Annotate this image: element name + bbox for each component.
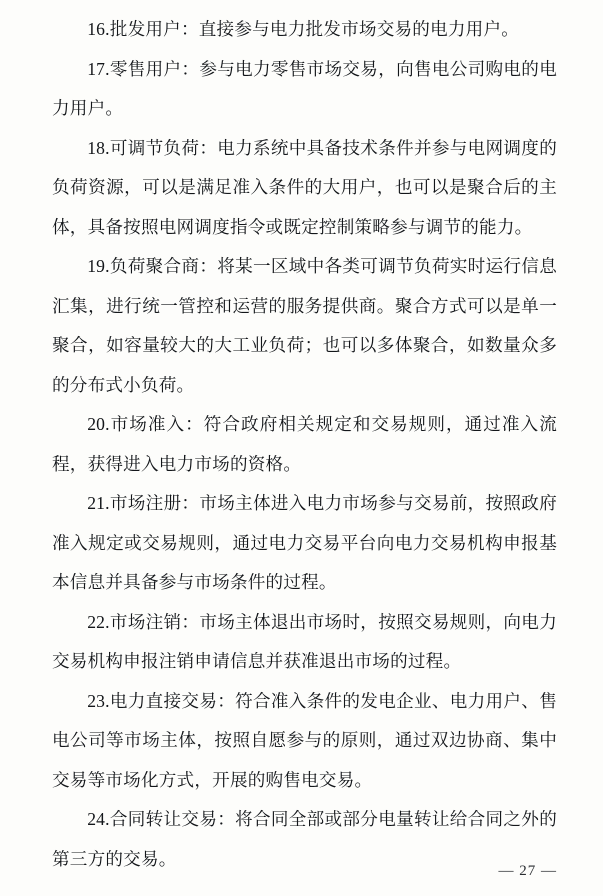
paragraph-21: 21.市场注册：市场主体进入电力市场参与交易前，按照政府准入规定或交易规则，通过电力交易平台向电力交易机构申报基本信息并具备参与市场条件的过程。 bbox=[52, 493, 557, 592]
paragraph-16: 16.批发用户：直接参与电力批发市场交易的电力用户。 bbox=[87, 19, 520, 39]
paragraph-20: 20.市场准入：符合政府相关规定和交易规则，通过准入流程，获得进入电力市场的资格。 bbox=[52, 414, 557, 474]
paragraph-19: 19.负荷聚合商：将某一区域中各类可调节负荷实时运行信息汇集，进行统一管控和运营的服务提供商。聚合方式可以是单一聚合，如容量较大的大工业负荷；也可以多体聚合，如数量众多的分布式小负荷。 bbox=[52, 256, 557, 395]
page-number: — 27 — bbox=[498, 863, 557, 879]
paragraph-23: 23.电力直接交易：符合准入条件的发电企业、电力用户、售电公司等市场主体，按照自愿参与的原则，通过双边协商、集中交易等市场化方式，开展的购售电交易。 bbox=[52, 690, 557, 790]
document-body bbox=[52, 10, 557, 879]
paragraph-18: 18.可调节负荷：电力系统中具备技术条件并参与电网调度的负荷资源，可以是满足准入条件的大用户，也可以是聚合后的主体，具备按照电网调度指令或既定控制策略参与调节的能力。 bbox=[52, 137, 557, 237]
paragraph-17: 17.零售用户：参与电力零售市场交易，向售电公司购电的电力用户。 bbox=[52, 58, 557, 118]
paragraph-24: 24.合同转让交易：将合同全部或部分电量转让给合同之外的第三方的交易。 bbox=[52, 809, 557, 869]
paragraph-22: 22.市场注销：市场主体退出市场时，按照交易规则，向电力交易机构申报注销申请信息并获准退出市场的过程。 bbox=[52, 611, 557, 671]
